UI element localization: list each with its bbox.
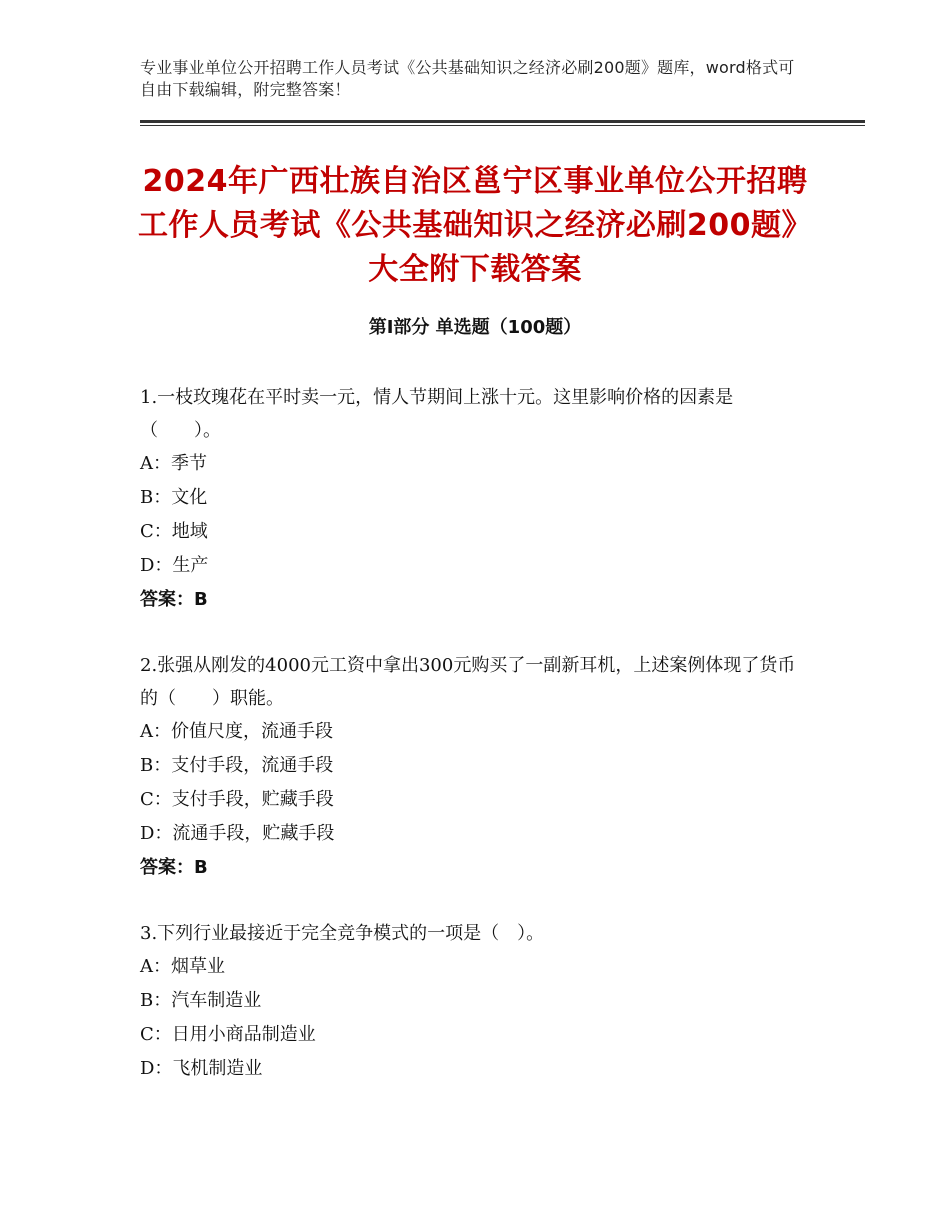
question-3 <box>140 917 810 1086</box>
option-a: A：价值尺度，流通手段 <box>140 721 333 742</box>
question-stem: 2.张强从刚发的4000元工资中拿出300元购买了一副新耳机，上述案例体现了货币的（ ）职能。 <box>140 655 796 709</box>
option-d: D：流通手段，贮藏手段 <box>140 823 335 844</box>
option-b: B：文化 <box>140 487 208 508</box>
option-d: D：飞机制造业 <box>140 1058 263 1079</box>
answer-line: 答案：B <box>140 857 208 878</box>
option-d: D：生产 <box>140 555 209 576</box>
option-c: C：日用小商品制造业 <box>140 1024 316 1045</box>
option-c: C：支付手段，贮藏手段 <box>140 789 334 810</box>
header-note: 专业事业单位公开招聘工作人员考试《公共基础知识之经济必刷200题》题库，word格式可自由下载编辑，附完整答案！ <box>140 58 795 99</box>
question-stem: 1.一枝玫瑰花在平时卖一元，情人节期间上涨十元。这里影响价格的因素是（ ）。 <box>140 387 734 441</box>
option-b: B：汽车制造业 <box>140 990 262 1011</box>
question-list <box>140 381 810 1118</box>
question-1 <box>140 381 810 617</box>
section-heading: 第Ⅰ部分 单选题（100题） <box>368 317 582 338</box>
header-divider-thick <box>140 120 865 123</box>
header-divider-thin <box>140 125 865 126</box>
answer-line: 答案：B <box>140 589 208 610</box>
header-divider <box>140 120 865 126</box>
option-c: C：地域 <box>140 521 208 542</box>
question-stem: 3.下列行业最接近于完全竞争模式的一项是（ ）。 <box>140 923 545 944</box>
document-title: 2024年广西壮族自治区邕宁区事业单位公开招聘工作人员考试《公共基础知识之经济必刷200题》大全附下载答案 <box>137 164 813 287</box>
question-2 <box>140 649 810 885</box>
option-b: B：支付手段，流通手段 <box>140 755 334 776</box>
option-a: A：季节 <box>140 453 207 474</box>
option-a: A：烟草业 <box>140 956 225 977</box>
